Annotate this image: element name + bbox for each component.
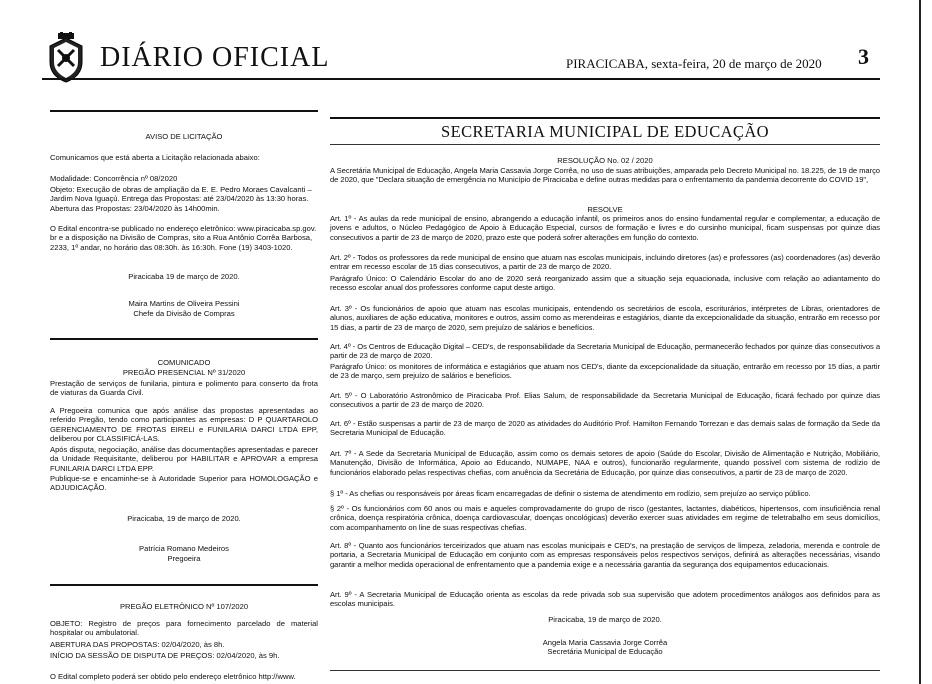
art-3: Art. 3º - Os funcionários de apoio que atuam nas escolas municipais, entendendo os secretários de escola, escriturários, intérpretes de Libras, orientadores de alunos, auxiliares de ação educativa, monitores e outros, assim como as merendeiras e estagiários, diante da excepcionalidade da situação, entrarão em recesso por 15 dias, a partir de 23 de março de 2020, sem prejuízo de salários e benefícios. (330, 304, 880, 332)
art-1: Art. 1º - As aulas da rede municipal de ensino, abrangendo a educação infantil, os primeiros anos do ensino fundamental regular e complementar, a educação de jovens e adultos, o Núcleo Pedagógico de Apoio à Educação Especial, cursos de formação e livres e do cursinho municipal, ficam suspensas por quinze dias consecutivos a partir de 23 de março de 2020, prazo este que poderá sofrer alterações em função do contexto. (330, 214, 880, 242)
art-7-par-2: § 2º - Os funcionários com 60 anos ou mais e aqueles comprovadamente do grupo de risco (gestantes, lactantes, diabéticos, hipertensos, com insuficiência renal crônica, doença respiratória crônica, doença cardiovascular, doenças oncológicas) deverão exercer suas atividades em regime de teletrabalho em seus domicílios, com acompanhamento on line de suas respectivas chefias. (330, 504, 880, 532)
resolucao-signer-name: Angela Maria Cassavia Jorge Corrêa (542, 638, 668, 647)
section-end-rule (330, 670, 880, 671)
pregao-edital: O Edital completo poderá ser obtido pelo endereço eletrônico http://www. (50, 672, 296, 681)
art-5: Art. 5º - O Laboratório Astronômico de Piracicaba Prof. Elias Salum, de responsabilidade da Secretaria Municipal de Educação, ficará fechado por quinze dias consecutivos a partir de 23 de março de 2020. (330, 391, 880, 410)
comunicado-signer-name: Patrícia Romano Medeiros (139, 544, 229, 553)
masthead-rule (42, 78, 880, 80)
resolucao-title: RESOLUÇÃO No. 02 / 2020 (557, 156, 653, 165)
art-7-par-1: § 1º - As chefias ou responsáveis por áreas ficam encarregadas de definir o sistema de atendimento em rodízio, sem prejuízo ao serviço público. (330, 489, 811, 498)
city-coat-of-arms-icon (44, 32, 88, 84)
pregao-objeto: OBJETO: Registro de preços para fornecimento parcelado de material hospitalar ou ambulatorial. (50, 619, 318, 638)
aviso-modalidade: Modalidade: Concorrência nº 08/2020 (50, 174, 178, 183)
comunicado-p2: A Pregoeira comunica que após análise das propostas apresentadas ao referido Pregão, tendo como participantes as empresas: D P QUARTAROLO GERENCIAMENTO DE FROTAS EIRELI e FUNILARIA DARCI LTDA EPP, deliberou por CLASSIFICÁ-LAS. (50, 406, 318, 444)
divider (50, 338, 318, 340)
pregao-abertura: ABERTURA DAS PROPOSTAS: 02/04/2020, às 8h. (50, 640, 225, 649)
art-4-paragrafo: Parágrafo Único: os monitores de informática e estagiários que atuam nos CED's, diante da excepcionalidade da situação, entrarão em recesso por 15 dias, a partir de 23 de março, sem prejuízo de salários e benefícios. (330, 362, 880, 381)
preamble: A Secretária Municipal de Educação, Angela Maria Cassavia Jorge Corrêa, no uso de suas atribuições, amparada pelo Decreto Municipal no. 18.225, de 19 de março de 2020, que "Declara situação de emergência no Município de Piracicaba e define outras medidas para o enfrentamento da pandemia decorrente do COVID 19", (330, 166, 880, 185)
aviso-intro: Comunicamos que está aberta a Licitação relacionada abaixo: (50, 153, 260, 162)
comunicado-title: COMUNICADO (157, 358, 211, 367)
comunicado-date: Piracicaba, 19 de março de 2020. (127, 514, 241, 523)
page-edge-rule (919, 0, 921, 684)
page-number: 3 (858, 44, 869, 69)
section-bottom-rule (330, 144, 880, 145)
aviso-objeto: Objeto: Execução de obras de ampliação da E. E. Pedro Moraes Cavalcanti – Jardim Nova Iguaçú. Entrega das Propostas: até 23/04/2020 às 13:30 horas. Abertura das Propostas: 23/04/2020 às 14h00min. (50, 185, 312, 213)
resolucao-signer-role: Secretária Municipal de Educação (547, 647, 663, 656)
aviso-signer-role: Chefe da Divisão de Compras (133, 309, 235, 318)
comunicado-p1: Prestação de serviços de funilaria, pintura e polimento para conserto da frota de viaturas da Guarda Civil. (50, 379, 318, 398)
comunicado-subtitle: PREGÃO PRESENCIAL Nº 31/2020 (122, 368, 246, 377)
aviso-date: Piracicaba 19 de março de 2020. (128, 272, 240, 281)
newspaper-title: DIÁRIO OFICIAL (100, 42, 330, 73)
comunicado-signer-role: Pregoeira (167, 554, 201, 563)
art-2-paragrafo: Parágrafo Único: O Calendário Escolar do ano de 2020 será reorganizado assim que a situação seja equacionada, inclusive com relação ao adiantamento do recesso escolar anual dos professores conforme caput deste artigo. (330, 274, 880, 293)
divider (50, 110, 318, 112)
section-top-rule (330, 117, 880, 119)
art-4: Art. 4º - Os Centros de Educação Digital – CED's, de responsabilidade da Secretaria Municipal de Educação, permanecerão fechados por quinze dias consecutivos a partir de 23 de março de 2020. (330, 342, 880, 361)
art-8: Art. 8º - Quanto aos funcionários terceirizados que atuam nas escolas municipais e CED's, na prestação de serviços de limpeza, zeladoria, merenda e controle de portaria, a Secretaria Municipal de Educação em conjunto com as empresas responsáveis pelos respectivos serviços, definirá as alterações necessárias, visando garantir a melhor medida operacional de enfrentamento que a pandemia exige e a necessária garantia da segurança dos equipamentos educacionais. (330, 541, 880, 569)
section-title: SECRETARIA MUNICIPAL DE EDUCAÇÃO (441, 122, 769, 141)
art-6: Art. 6º - Estão suspensas a partir de 23 de março de 2020 as atividades do Auditório Prof. Hamilton Fernando Torrezan e das demais salas de formação da Sede da Secretaria Municipal de Educação. (330, 419, 880, 438)
divider (50, 584, 318, 586)
comunicado-p3: Após disputa, negociação, análise das documentações apresentadas e parecer da Unidade Requisitante, deliberou por HABILITAR e APROVAR a empresa FUNILARIA DARCI LTDA EPP. (50, 445, 318, 473)
resolve-heading: RESOLVE (587, 205, 623, 214)
pregao-inicio: INÍCIO DA SESSÃO DE DISPUTA DE PREÇOS: 02/04/2020, às 9h. (50, 651, 280, 660)
dateline: PIRACICABA, sexta-feira, 20 de março de 2020 (566, 56, 822, 71)
art-7: Art. 7º - A Sede da Secretaria Municipal de Educação, assim como os demais setores de apoio (Saúde do Escolar, Divisão de Alimentação e Nutrição, Mobiliário, Manutenção, Divisão de Informática, Apoio ao Educando, NUMAPE, NAA e outros), funcionarão regularmente, quando possível com sistema de rodízio de funcionários elaborado pelas respectivas chefias, com anuência da Secretária de Educação, por quinze dias consecutivos, a partir de 23 de março de 2020. (330, 449, 880, 477)
art-9: Art. 9º - A Secretaria Municipal de Educação orienta as escolas da rede privada sob sua supervisão que adotem procedimentos análogos aos definidos para as escolas municipais. (330, 590, 880, 609)
aviso-edital: O Edital encontra-se publicado no endereço eletrônico: www.piracicaba.sp.gov. br e a disposição na Divisão de Compras, sito a Rua Antônio Corrêa Barbosa, 2233, 1º andar, no horário das 08:30h. às 16:30h. Fone (19) 3403-1020. (50, 224, 317, 252)
comunicado-p4: Publique-se e encaminhe-se à Autoridade Superior para HOMOLOGAÇÃO e ADJUDICAÇÃO. (50, 474, 318, 493)
art-2: Art. 2º - Todos os professores da rede municipal de ensino que atuam nas escolas municipais, incluindo diretores (as) e professores (as) coordenadores (as) deverão entrar em recesso escolar de 15 dias consecutivos, a partir de 23 de março de 2020. (330, 253, 880, 272)
resolucao-date: Piracicaba, 19 de março de 2020. (548, 615, 662, 624)
aviso-title: AVISO DE LICITAÇÃO (145, 132, 223, 141)
masthead (0, 0, 932, 92)
pregao-title: PREGÃO ELETRÔNICO Nº 107/2020 (119, 602, 249, 611)
aviso-signer-name: Maira Martins de Oliveira Pessini (128, 299, 240, 308)
